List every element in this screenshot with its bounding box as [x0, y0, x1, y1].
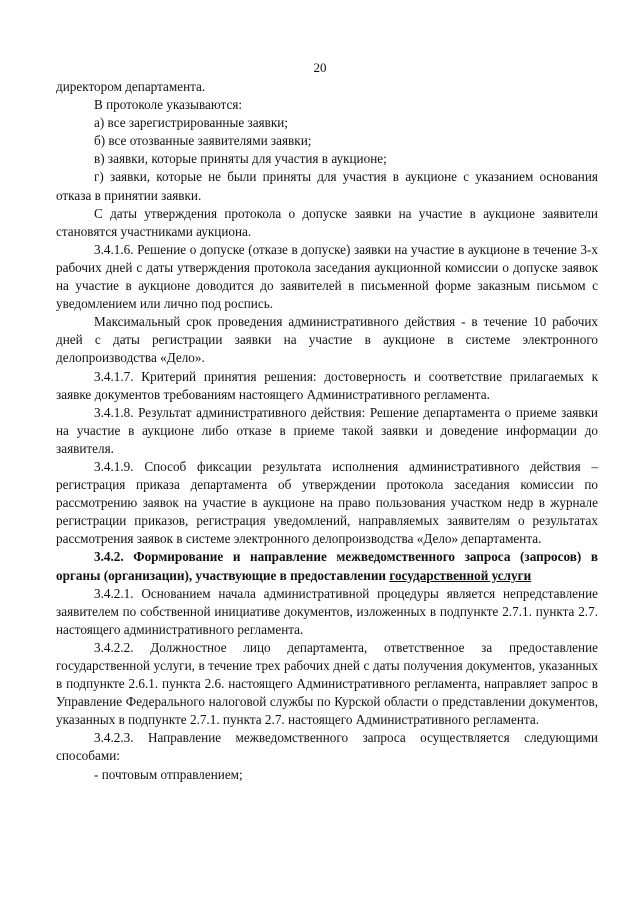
paragraph: в) заявки, которые приняты для участия в аукционе; — [94, 151, 387, 167]
page-number: 20 — [313, 60, 327, 75]
paragraph: 3.4.1.8. Результат административного действия: Решение департамента о приеме заявки на участие в аукционе либо отказе в приеме такой заявки и доведение информации до заявителя. — [56, 404, 598, 456]
paragraph: 3.4.2.1. Основанием начала административной процедуры является непредставление заявителем по собственной инициативе документов, изложенных в подпункте 2.7.1. пункта 2.7. настоящего административного регламента. — [56, 585, 598, 637]
paragraph-group — [56, 585, 598, 784]
section-heading-tail: государственной услуги — [389, 567, 532, 583]
paragraph: В протоколе указываются: — [94, 97, 243, 113]
paragraph: С даты утверждения протокола о допуске заявки на участие в аукционе заявители становятся участниками аукциона. — [56, 205, 598, 239]
paragraph: 3.4.2.2. Должностное лицо департамента, ответственное за предоставление государственной услуги, в течение трех рабочих дней с даты получения документов, указанных в подпункте 2.6.1. пункта 2.6. настоящего Административного регламента, направляет запрос в Управление Федерального налоговой службы по Курской области о представлении документов, указанных в подпункте 2.7.1. пункта 2.7. настоящего Административного регламента. — [56, 639, 598, 728]
paragraph-group — [56, 78, 598, 548]
paragraph: 3.4.1.9. Способ фиксации результата исполнения административного действия – регистрация приказа департамента об утверждении протокола заседания комиссии по рассмотрению заявок на участие в аукционе на право пользования участком недр в журнале регистрации приказов, регистрация уведомлений, направляемых заявителям о результатах рассмотрения заявок в системе электронного делопроизводства «Дело» департамента. — [56, 458, 598, 547]
paragraph: директором департамента. — [56, 79, 206, 94]
paragraph: г) заявки, которые не были приняты для участия в аукционе с указанием основания отказа в принятии заявки. — [56, 169, 598, 203]
document-body — [56, 78, 598, 784]
paragraph: б) все отозванные заявителями заявки; — [94, 133, 312, 149]
section-heading — [56, 548, 598, 584]
paragraph: 3.4.1.7. Критерий принятия решения: достоверность и соответствие прилагаемых к заявке документов требованиям настоящего Административного регламента. — [56, 368, 598, 402]
paragraph: Максимальный срок проведения административного действия - в течение 10 рабочих дней с даты регистрации заявки на участие в аукционе в системе электронного делопроизводства «Дело». — [56, 314, 598, 366]
paragraph: 3.4.1.6. Решение о допуске (отказе в допуске) заявки на участие в аукционе в течение 3-х рабочих дней с даты утверждения протокола заседания аукционной комиссии о допуске заявок на участие в аукционе доводится до заявителей в письменной форме заказным письмом с уведомлением или лично под роспись. — [56, 241, 598, 312]
paragraph: 3.4.2.3. Направление межведомственного запроса осуществляется следующими способами: — [56, 730, 598, 764]
section-heading-lead: 3.4.2. Формирование и направление межведомственного запроса (запросов) в органы (организации), участвующие в предоставлении — [56, 549, 598, 583]
paragraph: - почтовым отправлением; — [94, 766, 243, 782]
paragraph: а) все зарегистрированные заявки; — [94, 115, 288, 131]
